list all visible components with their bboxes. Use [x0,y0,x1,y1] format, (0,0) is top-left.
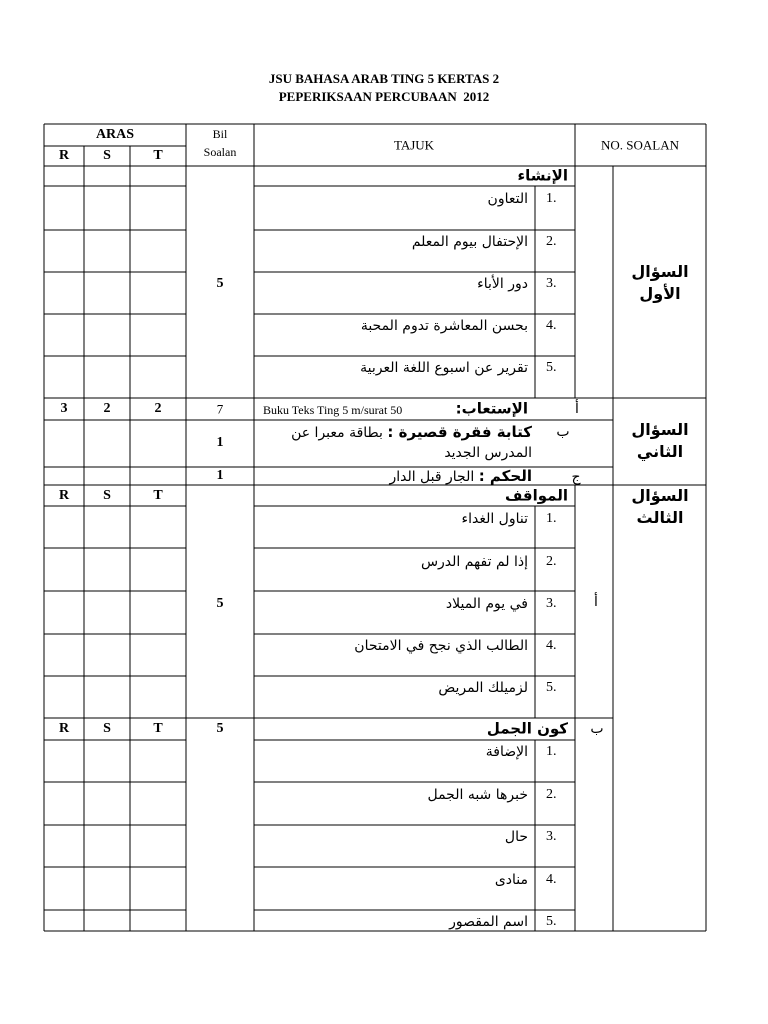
q3-b-s: S [103,721,111,736]
q3-a-item-4-text: الطالب الذي نجح في الامتحان [354,638,528,654]
header-t: T [153,148,163,163]
q3-a-item-3-text: في يوم الميلاد [445,596,528,612]
q1-item-5-num: 5. [546,360,557,375]
q1-item-5-text: تقرير عن اسبوع اللغة العربية [360,360,528,376]
q1-item-1-num: 1. [546,191,557,206]
q3-b-r: R [58,721,70,736]
q3-b-item-1-num: 1. [546,744,557,759]
q2-a-letter: أ [575,401,579,417]
q2-a-bil: 7 [216,401,224,417]
header-bil: Bil [212,127,228,141]
q3-a-item-3-num: 3. [546,596,557,611]
q3-b-item-3-num: 3. [546,829,557,844]
q2-c-content [260,466,532,487]
q3-a-section-title: المواقف [504,486,568,505]
q3-a-bil: 5 [216,596,224,611]
q2-c-text: الجار قبل الدار [389,469,475,485]
q1-bil: 5 [216,276,224,291]
q3-a-item-2-text: إذا لم تفهم الدرس [420,554,528,570]
q2-c-bil: 1 [216,468,224,483]
q1-item-4-num: 4. [546,318,557,333]
q3-b-letter: ب [590,721,604,737]
q2-b-letter: ب [556,424,570,440]
q3-a-item-4-num: 4. [546,638,557,653]
q2-a-s: 2 [103,401,111,416]
q1-item-1-text: التعاون [487,191,528,207]
header-aras: ARAS [95,127,135,142]
q2-b-heading: كتابة فقرة قصيرة : [387,423,532,441]
q3-b-item-5-num: 5. [546,914,557,929]
q3-a-r: R [58,488,70,503]
q2-a-reference: Buku Teks Ting 5 m/surat 50 [263,403,403,417]
header-s: S [103,148,111,163]
q3-b-item-5-text: اسم المقصور [449,914,528,930]
q3-a-item-5-text: لزميلك المريض [438,680,528,696]
q2-b-text: بطاقة معبرا عن المدرس الجديد [291,425,532,461]
q3-b-bil: 5 [216,721,224,736]
q1-section-title: الإنشاء [517,166,568,185]
q2-c-heading: الحكم : [478,467,532,485]
q3-b-item-2-num: 2. [546,787,557,802]
q3-a-item-1-text: تناول الغداء [461,511,528,527]
q3-a-s: S [103,488,111,503]
q3-label: السؤال الثالث [631,486,689,527]
q2-a-r: 3 [60,401,68,416]
q3-a-item-1-num: 1. [546,511,557,526]
q1-item-2-text: الإحتفال بيوم المعلم [411,234,528,250]
q3-b-item-4-num: 4. [546,872,557,887]
q3-b-item-2-text: خبرها شبه الجمل [427,787,528,803]
q3-b-t: T [153,721,163,736]
q3-a-letter: أ [594,594,598,610]
q3-b-section-title: كون الجمل [486,719,568,738]
q1-item-4-text: بحسن المعاشرة تدوم المحبة [360,318,528,334]
q3-a-item-2-num: 2. [546,554,557,569]
header-tajuk: TAJUK [393,137,435,153]
q1-item-3-text: دور الأباء [477,276,528,292]
q3-b-item-3-text: حال [504,829,528,845]
title-line-2: PEPERIKSAAN PERCUBAAN 2012 [278,89,490,104]
header-r: R [58,148,70,163]
q3-b-item-4-text: منادى [494,872,528,888]
title-line-1: JSU BAHASA ARAB TING 5 KERTAS 2 [268,71,500,86]
q1-item-3-num: 3. [546,276,557,291]
q1-label: السؤال الأول [631,262,689,303]
q2-a-heading: الإستعاب: [455,399,528,418]
q3-a-item-5-num: 5. [546,680,557,695]
q3-b-item-1-text: الإضافة [485,744,528,760]
q2-a-t: 2 [154,401,162,416]
header-soalan: Soalan [203,145,237,159]
q2-b-bil: 1 [216,435,224,450]
q3-a-t: T [153,488,163,503]
q2-label: السؤال الثاني [631,420,689,461]
q1-item-2-num: 2. [546,234,557,249]
q2-c-letter: ج [571,469,581,485]
q2-b-content [260,422,532,463]
header-no-soalan: NO. SOALAN [601,137,679,153]
